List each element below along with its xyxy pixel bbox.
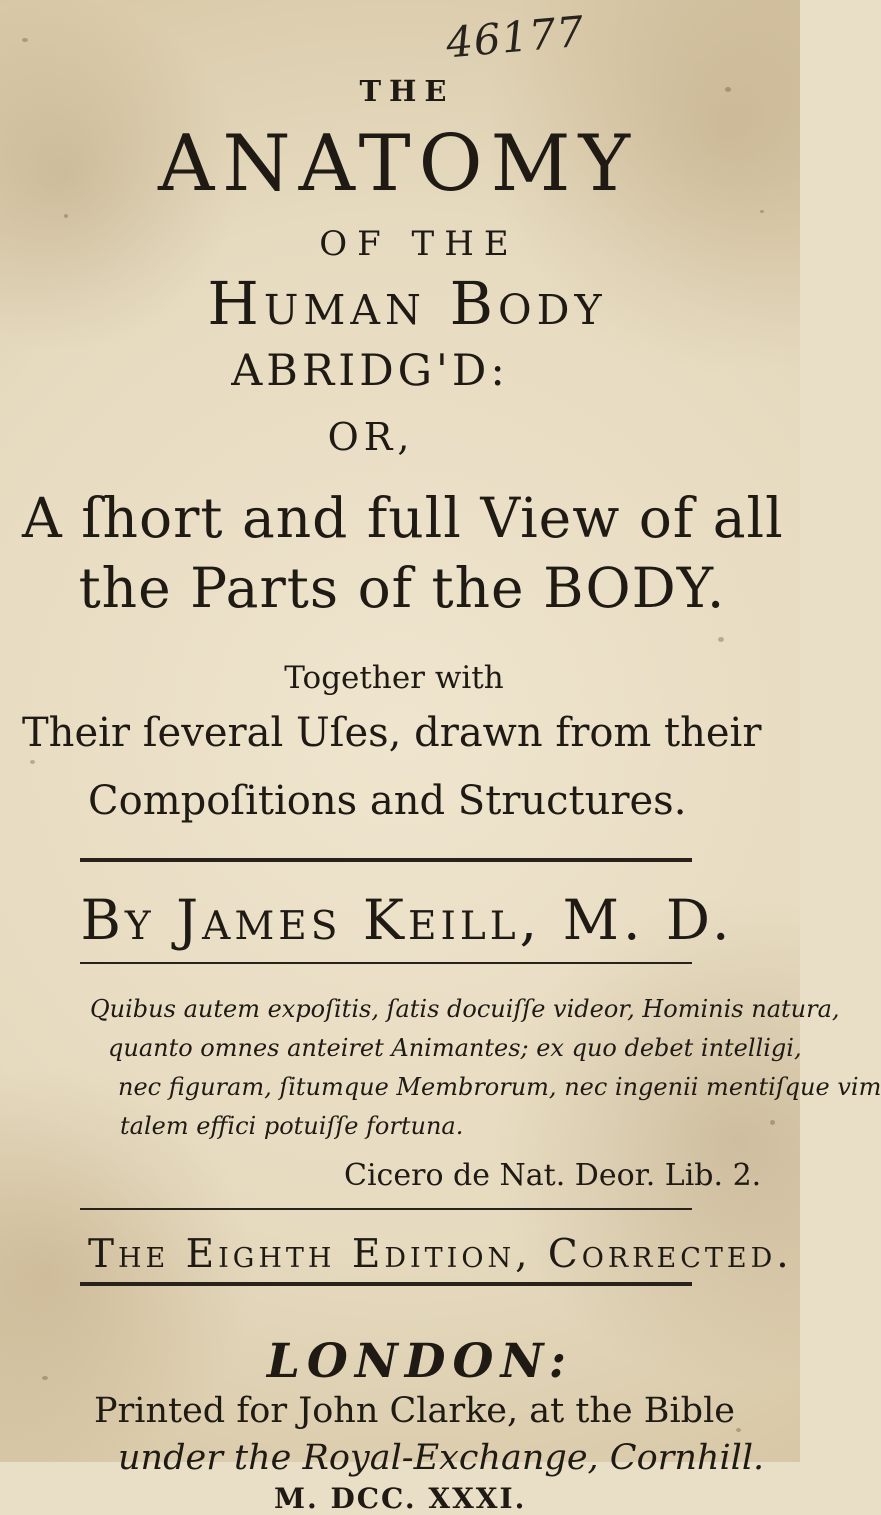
paper-speck	[725, 87, 731, 92]
top-edition-rule	[80, 1208, 692, 1210]
title-line-the: THE	[359, 74, 455, 108]
title-line-parts-body: the Parts of the BODY.	[78, 556, 726, 620]
paper-speck	[30, 760, 35, 764]
title-line-short-view: A ſhort and full View of all	[22, 486, 784, 550]
imprint-under-line: under the Royal-Exchange, Cornhill.	[118, 1438, 765, 1478]
edition-line: The Eighth Edition, Corrected.	[88, 1232, 793, 1277]
imprint-date: M. DCC. XXXI.	[274, 1482, 527, 1515]
paper-speck	[42, 1376, 48, 1380]
bottom-author-rule	[80, 962, 692, 964]
title-line-of-the: OF THE	[319, 224, 519, 264]
quotation-line: Quibus autem expoſitis, ſatis docuiſſe videor, Hominis natura,	[90, 995, 840, 1023]
title-line-human-body: Human Body	[207, 269, 607, 338]
quotation-line: nec figuram, ſitumque Membrorum, nec ingenii mentiſque vim	[118, 1073, 881, 1101]
paper-speck	[770, 1120, 775, 1125]
title-line-several: Their ſeveral Uſes, drawn from their	[22, 710, 762, 756]
paper-speck	[64, 214, 68, 218]
imprint-printed-line: Printed for John Clarke, at the Bible	[94, 1391, 735, 1431]
title-line-or: OR,	[327, 415, 415, 459]
top-author-rule	[80, 858, 692, 862]
quotation-citation: Cicero de Nat. Deor. Lib. 2.	[344, 1158, 762, 1193]
quotation-line: quanto omnes anteiret Animantes; ex quo debet intelligi,	[108, 1034, 802, 1062]
quotation-line: talem effici potuiſſe fortuna.	[120, 1112, 464, 1140]
title-line-compositions: Compoſitions and Structures.	[88, 778, 687, 824]
handwritten-shelfmark: 46177	[444, 6, 587, 68]
title-line-together: Together with	[284, 660, 504, 696]
imprint-city: LONDON:	[266, 1334, 574, 1389]
title-line-abridged: ABRIDG'D:	[231, 346, 509, 396]
paper-speck	[22, 38, 28, 42]
author-line: By James Keill, M. D.	[80, 888, 734, 952]
bottom-edition-rule	[80, 1282, 692, 1286]
paper-speck	[760, 210, 764, 213]
title-line-anatomy: ANATOMY	[158, 119, 638, 209]
paper-speck	[718, 637, 724, 642]
